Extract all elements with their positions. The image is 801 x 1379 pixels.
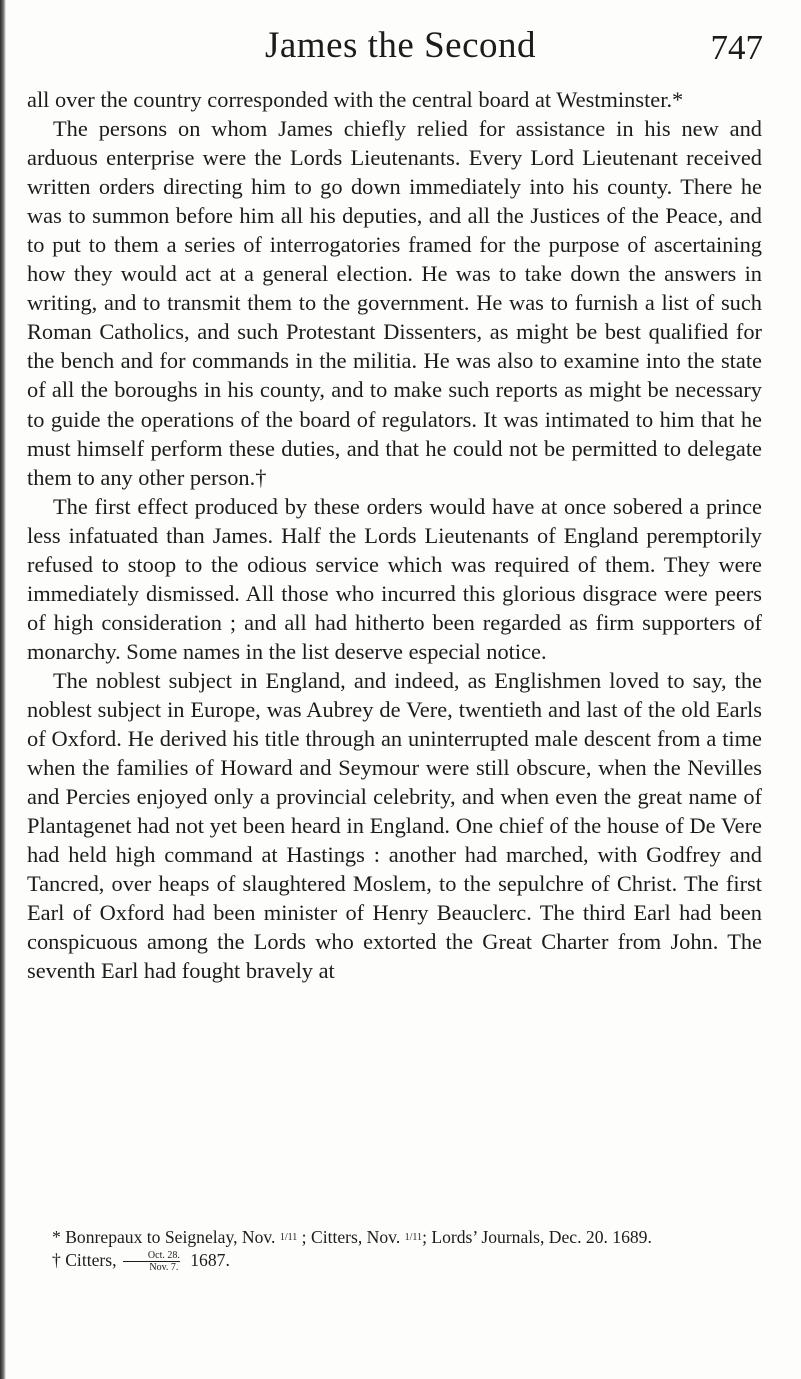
footnote-2-date-stack [123,1250,180,1273]
paragraph-2: The persons on whom James chiefly relied for assistance in his new and arduous enterprise were the Lords Lieutenants. Every Lord Lieutenant received written orders directing him to go down immediately into his county. There he was to summon before him all his deputies, and all the Justices of the Peace, and to put to them a series of interrogatories framed for the purpose of ascertaining how they would act at a general election. He was to take down the answers in writing, and to transmit them to the government. He was to furnish a list of such Roman Catholics, and such Protestant Dissenters, as might be best qualified for the bench and for commands in the militia. He was also to examine into the state of all the boroughs in his county, and to make such reports as might be necessary to guide the operations of the board of regulators. It was intimated to him that he must himself perform these duties, and that he could not be permitted to delegate them to any other person.† [27,116,762,490]
paragraph-3: The first effect produced by these orders would have at once sobered a prince less infatuated than James. Half the Lords Lieutenants of England peremptorily refused to stoop to the odious service which was required of them. They were immediately dismissed. All those who incurred this glorious disgrace were peers of high consideration ; and all had hitherto been regarded as firm supporters of monarchy. Some names in the list deserve especial notice. [27,493,762,664]
footnote-2-date-bottom: Nov. 7. [149,1262,179,1274]
footnote-1-text-a: * Bonrepaux to Seignelay, Nov. [52,1227,280,1247]
footnote-1 [27,1226,762,1249]
page-header [0,18,801,78]
paragraph-4: The noblest subject in England, and indeed, as Englishmen loved to say, the noblest subject in Europe, was Aubrey de Vere, twentieth and last of the old Earls of Oxford. He derived his title through an uninterrupted male descent from a time when the families of Howard and Seymour were still obscure, when the Nevilles and Percies enjoyed only a provincial celebrity, and when even the great name of Plantagenet had not yet been heard in England. One chief of the house of De Vere had held high command at Hastings : another had marched, with Godfrey and Tancred, over heaps of slaughtered Moslem, to the sepulchre of Christ. The first Earl of Oxford had been minister of Henry Beauclerc. The third Earl had been conspicuous among the Lords who extorted the Great Charter from John. The seventh Earl had fought bravely at [27,667,762,984]
running-title: James the Second [264,25,537,66]
footnote-1-fraction-2: 1/11 [404,1232,423,1243]
footnote-2-text-a: † Citters, [52,1250,121,1270]
footnote-1-text-b: ; Citters, Nov. [297,1227,405,1247]
body-text [27,85,762,985]
page-number: 747 [710,28,763,67]
footnote-2 [27,1249,762,1273]
footnote-2-date-top: Oct. 28. [123,1250,180,1262]
page-binding-edge [0,0,6,1379]
footnote-1-fraction-1: 1/11 [279,1232,298,1243]
footnote-2-text-b: 1687. [185,1250,230,1270]
footnote-1-text-c: ; Lords’ Journals, Dec. 20. 1689. [422,1227,652,1247]
paragraph-1: all over the country corresponded with the central board at Westminster.* [27,87,684,112]
footnotes [27,1226,762,1273]
